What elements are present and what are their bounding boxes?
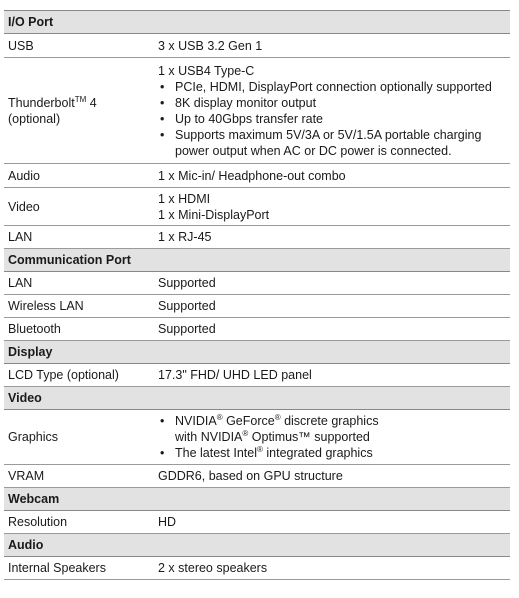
bullet-item: • PCIe, HDMI, DisplayPort connection optionally supported (158, 79, 510, 95)
row-label: Graphics (4, 410, 154, 465)
row-value: 1 x HDMI 1 x Mini-DisplayPort (154, 188, 510, 226)
section-title: Webcam (4, 488, 510, 511)
row-value (154, 410, 510, 465)
row-label: VRAM (4, 465, 154, 488)
row-label: Wireless LAN (4, 295, 154, 318)
bullet-item: • Up to 40Gbps transfer rate (158, 111, 510, 127)
row-lcd-type (4, 364, 510, 387)
row-value: 1 x USB4 Type-C • PCIe, HDMI, DisplayPort connection optionally supported • 8K display monitor output • Up to 40Gbps transfer rate • Supports maximum 5V/3A or 5V/1.5A portable charging power output when AC or DC power is connected. (154, 58, 510, 164)
row-audio-port (4, 164, 510, 188)
row-value: 1 x Mic-in/ Headphone-out combo (154, 164, 510, 188)
row-label: Video (4, 188, 154, 226)
row-label: Internal Speakers (4, 557, 154, 580)
row-label: Thunderbolt™ 4 (optional) (4, 58, 154, 164)
spec-table (4, 10, 510, 580)
bullet-item: • 8K display monitor output (158, 95, 510, 111)
row-lan-port (4, 226, 510, 249)
row-value: HD (154, 511, 510, 534)
row-value: Supported (154, 295, 510, 318)
section-webcam (4, 488, 510, 511)
row-wireless-lan (4, 295, 510, 318)
row-value: 1 x RJ-45 (154, 226, 510, 249)
section-title: Communication Port (4, 249, 510, 272)
row-video-port (4, 188, 510, 226)
row-vram (4, 465, 510, 488)
bullet-item: • NVIDIA® GeForce® discrete graphics (158, 413, 510, 429)
row-thunderbolt (4, 58, 510, 164)
row-label: LAN (4, 272, 154, 295)
row-label: Resolution (4, 511, 154, 534)
bullet-item: • The latest Intel® integrated graphics (158, 445, 510, 461)
section-communication-port (4, 249, 510, 272)
section-display (4, 341, 510, 364)
row-usb (4, 34, 510, 58)
bullet-continuation: with NVIDIA® Optimus™ supported (175, 428, 370, 444)
section-title: Video (4, 387, 510, 410)
row-value: 2 x stereo speakers (154, 557, 510, 580)
row-label: LAN (4, 226, 154, 249)
section-title: Display (4, 341, 510, 364)
section-io-port (4, 11, 510, 34)
row-lan (4, 272, 510, 295)
row-value: Supported (154, 272, 510, 295)
section-title: Audio (4, 534, 510, 557)
row-value: 17.3" FHD/ UHD LED panel (154, 364, 510, 387)
bullet-item: • Supports maximum 5V/3A or 5V/1.5A portable charging (158, 127, 510, 143)
section-audio (4, 534, 510, 557)
section-video (4, 387, 510, 410)
bullet-continuation: power output when AC or DC power is connected. (175, 143, 452, 158)
row-value: 3 x USB 3.2 Gen 1 (154, 34, 510, 58)
row-internal-speakers (4, 557, 510, 580)
row-graphics (4, 410, 510, 465)
row-label: Audio (4, 164, 154, 188)
row-value: Supported (154, 318, 510, 341)
section-title: I/O Port (4, 11, 510, 34)
row-label: Bluetooth (4, 318, 154, 341)
row-label: LCD Type (optional) (4, 364, 154, 387)
row-bluetooth (4, 318, 510, 341)
row-label: USB (4, 34, 154, 58)
row-resolution (4, 511, 510, 534)
row-value: GDDR6, based on GPU structure (154, 465, 510, 488)
